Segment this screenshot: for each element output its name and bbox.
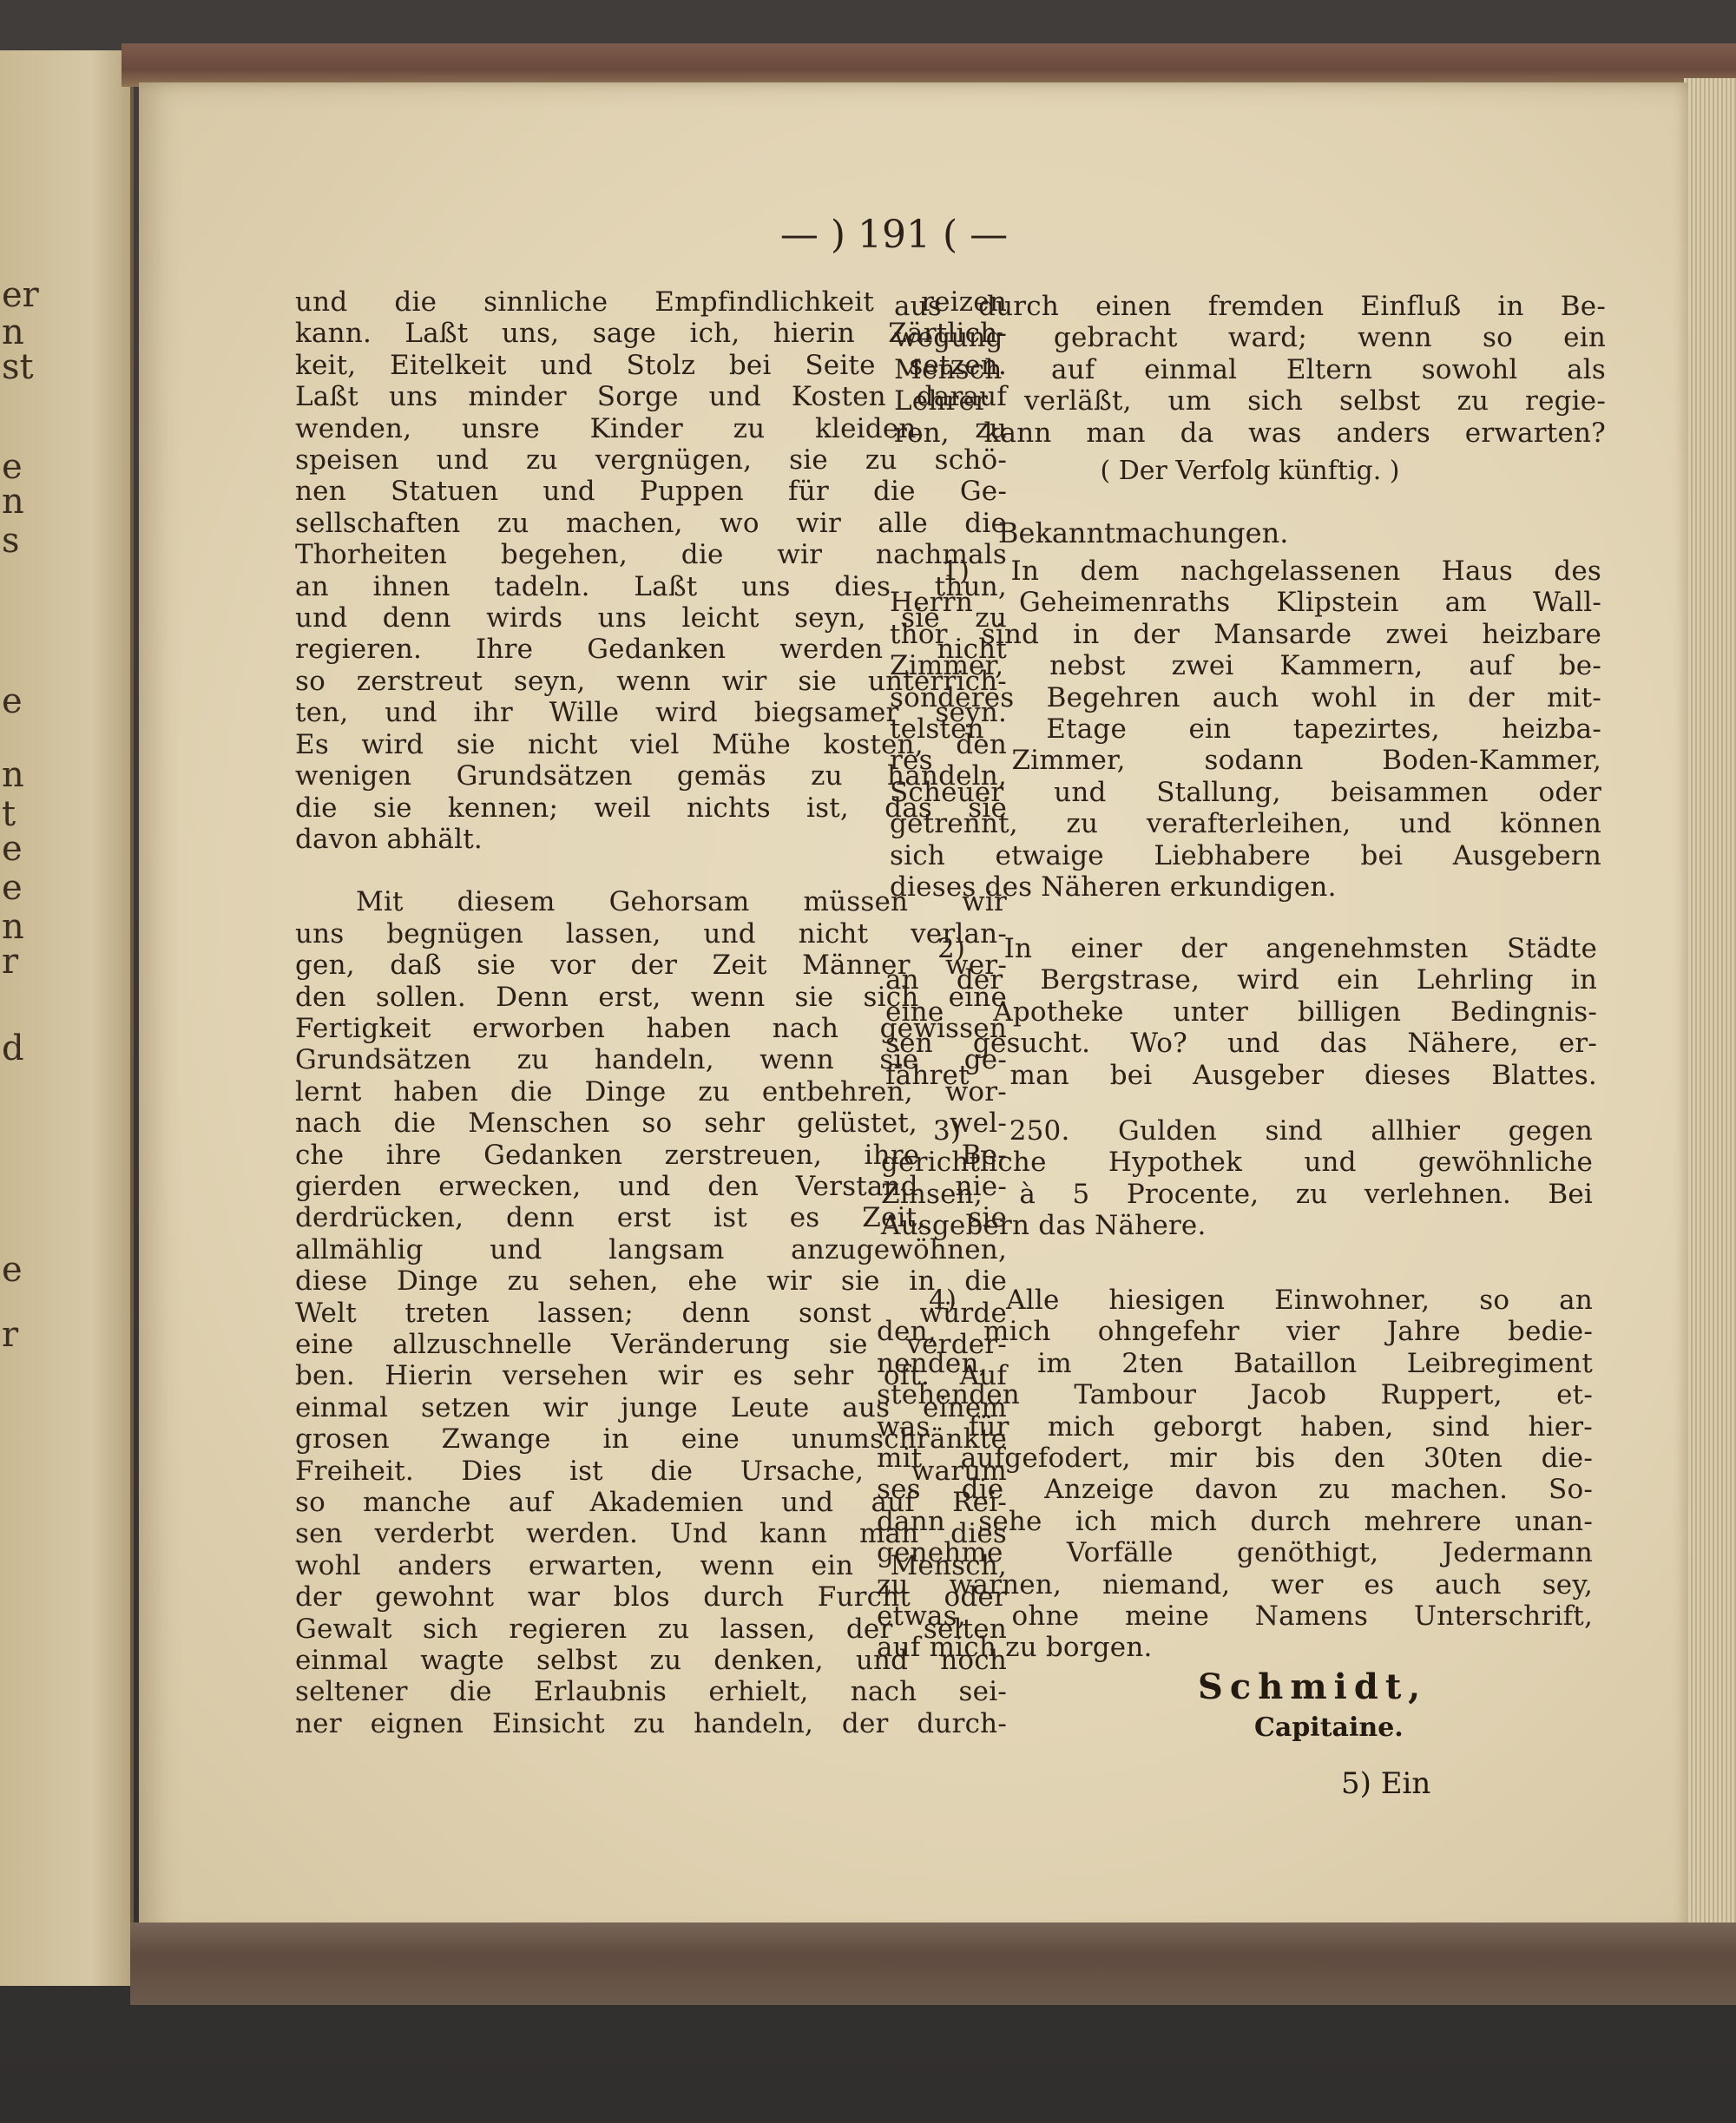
text-line: wenden, unsre Kinder zu kleiden, zu — [295, 412, 1007, 444]
text-line: sich etwaige Liebhabere bei Ausgebern — [890, 839, 1601, 871]
left-page-fragment: e — [2, 447, 23, 487]
text-line: Fertigkeit erworben haben nach gewissen — [295, 1012, 1007, 1044]
book-page — [139, 82, 1688, 1940]
left-page-fragment: n — [2, 482, 24, 522]
page-block-edges — [1684, 78, 1736, 1944]
text-line: den sollen. Denn erst, wenn sie sich eine — [295, 981, 1007, 1013]
text-line: wenigen Grundsätzen gemäs zu handeln, — [295, 760, 1007, 792]
left-page-fragment: n — [2, 907, 24, 947]
text-line: davon abhält. — [295, 823, 483, 855]
signature-name: Schmidt, — [1198, 1666, 1428, 1707]
left-page-fragment: r — [2, 1315, 19, 1355]
text-line: uns begnügen lassen, und nicht verlan- — [295, 917, 1007, 950]
text-line: nach die Menschen so sehr gelüstet, wel- — [295, 1108, 1007, 1140]
text-line: dann sehe ich mich durch mehrere unan- — [877, 1505, 1593, 1537]
text-line: Laßt uns minder Sorge und Kosten darauf — [295, 381, 1007, 413]
book-cover-top-edge — [122, 43, 1736, 87]
signature-title: Capitaine. — [1254, 1712, 1404, 1743]
text-line: sen verderbt werden. Und kann man dies — [295, 1518, 1007, 1550]
text-line: eine allzuschnelle Veränderung sie verder- — [295, 1329, 1007, 1360]
text-line: ben. Hierin versehen wir es sehr oft. Auf — [295, 1360, 1007, 1392]
text-line: Ausgebern das Nähere. — [881, 1210, 1207, 1242]
text-line: sen gesucht. Wo? und das Nähere, er- — [885, 1028, 1597, 1060]
text-line: zu warnen, niemand, wer es auch sey, — [877, 1568, 1593, 1600]
text-line: Thorheiten begehen, die wir nachmals — [295, 539, 1007, 571]
text-line: allmählig und langsam anzugewöhnen, — [295, 1233, 1007, 1265]
text-line: ten, und ihr Wille wird biegsamer seyn. — [295, 697, 1007, 729]
text-line: gerichtliche Hypothek und gewöhnliche — [881, 1147, 1593, 1179]
text-line: mit aufgefodert, mir bis den 30ten die- — [877, 1443, 1593, 1475]
book-cover-bottom-edge — [130, 1923, 1736, 2005]
text-line: wegung gebracht ward; wenn so ein — [894, 322, 1606, 354]
continued-note: ( Der Verfolg künftig. ) — [1100, 456, 1400, 486]
text-line: Zimmer, nebst zwei Kammern, auf be- — [890, 650, 1601, 682]
left-page-fragment: e — [2, 681, 23, 721]
left-page-fragment: er — [2, 275, 39, 315]
text-line: getrennt, zu verafterleihen, und können — [890, 808, 1601, 840]
text-line: Gewalt sich regieren zu lassen, der selten — [295, 1613, 1007, 1645]
text-line: eine Apotheke unter billigen Bedingnis- — [885, 996, 1597, 1028]
announcement-1 — [890, 555, 1601, 903]
text-line: die sie kennen; weil nichts ist, das sie — [295, 792, 1007, 824]
text-line: sellschaften zu machen, wo wir alle die — [295, 507, 1007, 539]
announcement-2 — [885, 933, 1597, 1091]
text-line: so zerstreut seyn, wenn wir sie unterrich- — [295, 665, 1007, 697]
left-page-fragment: e — [2, 868, 23, 908]
text-line: und denn wirds uns leicht seyn, sie zu — [295, 602, 1007, 634]
text-line: sonderes Begehren auch wohl in der mit- — [890, 681, 1601, 713]
text-line: 2) In einer der angenehmsten Städte — [937, 933, 1597, 964]
left-page-fragment: st — [2, 347, 34, 387]
text-line: einmal wagte selbst zu denken, und noch — [295, 1645, 1007, 1677]
left-page-fragment: s — [2, 521, 20, 561]
text-line: 3) 250. Gulden sind allhier gegen — [933, 1115, 1593, 1147]
right-column-continuation — [894, 291, 1606, 449]
left-page-fragment: r — [2, 942, 19, 982]
catchword: 5) Ein — [1341, 1766, 1431, 1801]
text-line: ren, kann man da was anders erwarten? — [894, 417, 1606, 449]
text-line: gierden erwecken, und den Verstand nie- — [295, 1170, 1007, 1202]
text-line: Mit diesem Gehorsam müssen wir — [356, 886, 1007, 918]
left-page-fragment: e — [2, 829, 23, 869]
left-page-fragment: e — [2, 1250, 23, 1290]
left-page-fragment: t — [2, 794, 16, 834]
left-page-fragment: n — [2, 312, 24, 352]
text-line: speisen und zu vergnügen, sie zu schö- — [295, 444, 1007, 477]
text-line: 4) Alle hiesigen Einwohner, so an — [929, 1285, 1593, 1316]
text-line: an der Bergstrase, wird ein Lehrling in — [885, 964, 1597, 996]
announcements-heading: Bekanntmachungen. — [998, 516, 1289, 549]
text-line: genehme Vorfälle genöthigt, Jedermann — [877, 1537, 1593, 1569]
text-line: wohl anders erwarten, wenn ein Mensch, — [295, 1549, 1007, 1581]
text-line: 1) In dem nachgelassenen Haus des — [942, 555, 1601, 587]
left-page-fragment: d — [2, 1029, 24, 1068]
text-line: Mensch auf einmal Eltern sowohl als — [894, 353, 1606, 385]
text-line: grosen Zwange in eine unumschränkte — [295, 1423, 1007, 1456]
left-page-fragment: n — [2, 755, 24, 795]
text-line: kann. Laßt uns, sage ich, hierin Zärtlich- — [295, 318, 1007, 350]
text-line: an ihnen tadeln. Laßt uns dies thun, — [295, 570, 1007, 602]
text-line: so manche auf Akademien und auf Rei- — [295, 1487, 1007, 1519]
text-line: lernt haben die Dinge zu entbehren, wor- — [295, 1075, 1007, 1108]
text-line: den, mich ohngefehr vier Jahre bedie- — [877, 1316, 1593, 1348]
announcement-3 — [881, 1115, 1593, 1242]
text-line: Grundsätzen zu handeln, wenn sie ge- — [295, 1044, 1007, 1076]
text-line: derdrücken, denn erst ist es Zeit, sie — [295, 1202, 1007, 1234]
text-line: che ihre Gedanken zerstreuen, ihre Be- — [295, 1139, 1007, 1171]
text-line: Scheuer und Stallung, beisammen oder — [890, 776, 1601, 808]
text-line: res Zimmer, sodann Boden-Kammer, — [890, 745, 1601, 777]
text-line: thor sind in der Mansarde zwei heizbare — [890, 618, 1601, 650]
text-line: telsten Etage ein tapezirtes, heizba- — [890, 713, 1601, 746]
text-line: seltener die Erlaubnis erhielt, nach sei- — [295, 1676, 1007, 1708]
text-line: fähret man bei Ausgeber dieses Blattes. — [885, 1059, 1597, 1091]
text-line: Welt treten lassen; denn sonst würde — [295, 1297, 1007, 1329]
text-line: Freiheit. Dies ist die Ursache, warum — [295, 1455, 1007, 1487]
text-line: auf mich zu borgen. — [877, 1632, 1153, 1664]
text-line: gen, daß sie vor der Zeit Männer wer- — [295, 950, 1007, 982]
text-line: dieses des Näheren erkundigen. — [890, 871, 1337, 904]
text-line: stehenden Tambour Jacob Ruppert, et- — [877, 1379, 1593, 1411]
text-line: ner eignen Einsicht zu handeln, der durch- — [295, 1707, 1007, 1739]
text-line: nen Statuen und Puppen für die Ge- — [295, 476, 1007, 508]
text-line: nenden, im 2ten Bataillon Leibregiment — [877, 1347, 1593, 1379]
text-line: einmal setzen wir junge Leute aus einem — [295, 1391, 1007, 1423]
text-line: aus durch einen fremden Einfluß in Be- — [894, 291, 1606, 322]
text-line: Zinsen, à 5 Procente, zu verlehnen. Bei — [881, 1178, 1593, 1210]
text-line: keit, Eitelkeit und Stolz bei Seite setzen. — [295, 349, 1007, 381]
left-page-sliver — [0, 50, 134, 1986]
text-line: Herrn Geheimenraths Klipstein am Wall- — [890, 587, 1601, 619]
text-line: etwas, ohne meine Namens Unterschrift, — [877, 1600, 1593, 1633]
text-line: der gewohnt war blos durch Furcht oder — [295, 1581, 1007, 1614]
text-line: Lehrer verläßt, um sich selbst zu regie- — [894, 385, 1606, 417]
text-line: Es wird sie nicht viel Mühe kosten, den — [295, 728, 1007, 760]
announcement-4 — [877, 1285, 1593, 1664]
text-line: diese Dinge zu sehen, ehe wir sie in die — [295, 1265, 1007, 1298]
text-line: was für mich geborgt haben, sind hier- — [877, 1410, 1593, 1443]
page-number: — ) 191 ( — — [779, 213, 1009, 257]
text-line: und die sinnliche Empfindlichkeit reizen — [295, 286, 1007, 318]
text-line: ses die Anzeige davon zu machen. So- — [877, 1474, 1593, 1506]
text-line: regieren. Ihre Gedanken werden nicht — [295, 634, 1007, 666]
